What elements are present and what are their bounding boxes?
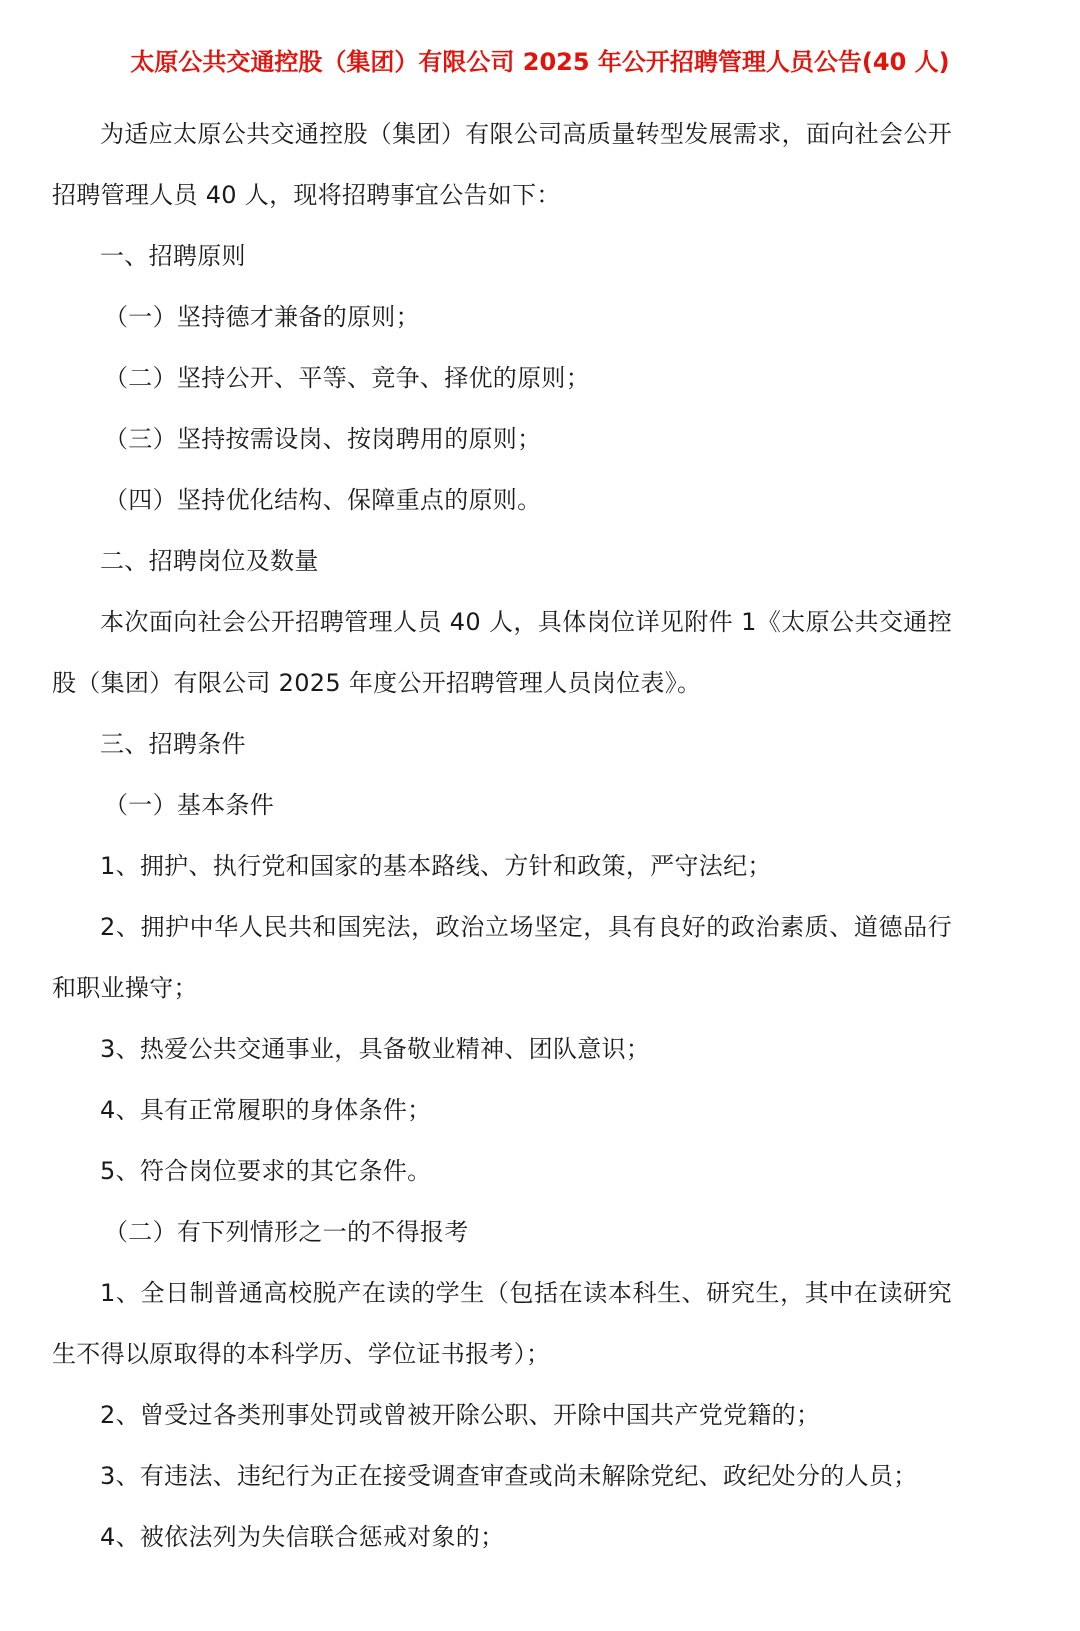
principle-item: （一）坚持德才兼备的原则； xyxy=(104,303,420,331)
exclusion-item: 4、被依法列为失信联合惩戒对象的； xyxy=(100,1523,505,1551)
paragraph-intro: 为适应太原公共交通控股（集团）有限公司高质量转型发展需求，面向社会公开招聘管理人员 40 人，现将招聘事宜公告如下： xyxy=(52,120,952,209)
document-body xyxy=(52,104,960,1568)
section-heading-principles: 一、招聘原则 xyxy=(100,242,246,270)
condition-item: 4、具有正常履职的身体条件； xyxy=(100,1096,432,1124)
principle-item: （四）坚持优化结构、保障重点的原则。 xyxy=(104,486,542,514)
subsection-heading-basic: （一）基本条件 xyxy=(104,791,275,819)
principle-item: （三）坚持按需设岗、按岗聘用的原则； xyxy=(104,425,542,453)
condition-item: 5、符合岗位要求的其它条件。 xyxy=(100,1157,432,1185)
exclusion-item: 3、有违法、违纪行为正在接受调查审查或尚未解除党纪、政纪处分的人员； xyxy=(100,1462,918,1490)
document-title: 太原公共交通控股（集团）有限公司 2025 年公开招聘管理人员公告(40 人) xyxy=(130,48,950,76)
condition-item: 3、热爱公共交通事业，具备敬业精神、团队意识； xyxy=(100,1035,651,1063)
subsection-heading-exclusions: （二）有下列情形之一的不得报考 xyxy=(104,1218,469,1246)
paragraph-positions: 本次面向社会公开招聘管理人员 40 人，具体岗位详见附件 1《太原公共交通控股（集团）有限公司 2025 年度公开招聘管理人员岗位表》。 xyxy=(52,608,952,697)
exclusion-item: 2、曾受过各类刑事处罚或曾被开除公职、开除中国共产党党籍的； xyxy=(100,1401,821,1429)
section-heading-conditions: 三、招聘条件 xyxy=(100,730,246,758)
section-heading-positions: 二、招聘岗位及数量 xyxy=(100,547,319,575)
principle-item: （二）坚持公开、平等、竞争、择优的原则； xyxy=(104,364,590,392)
condition-item: 1、拥护、执行党和国家的基本路线、方针和政策，严守法纪； xyxy=(100,852,772,880)
condition-item: 2、拥护中华人民共和国宪法，政治立场坚定，具有良好的政治素质、道德品行和职业操守； xyxy=(52,913,952,1002)
exclusion-item: 1、全日制普通高校脱产在读的学生（包括在读本科生、研究生，其中在读研究生不得以原取得的本科学历、学位证书报考）； xyxy=(52,1279,952,1368)
